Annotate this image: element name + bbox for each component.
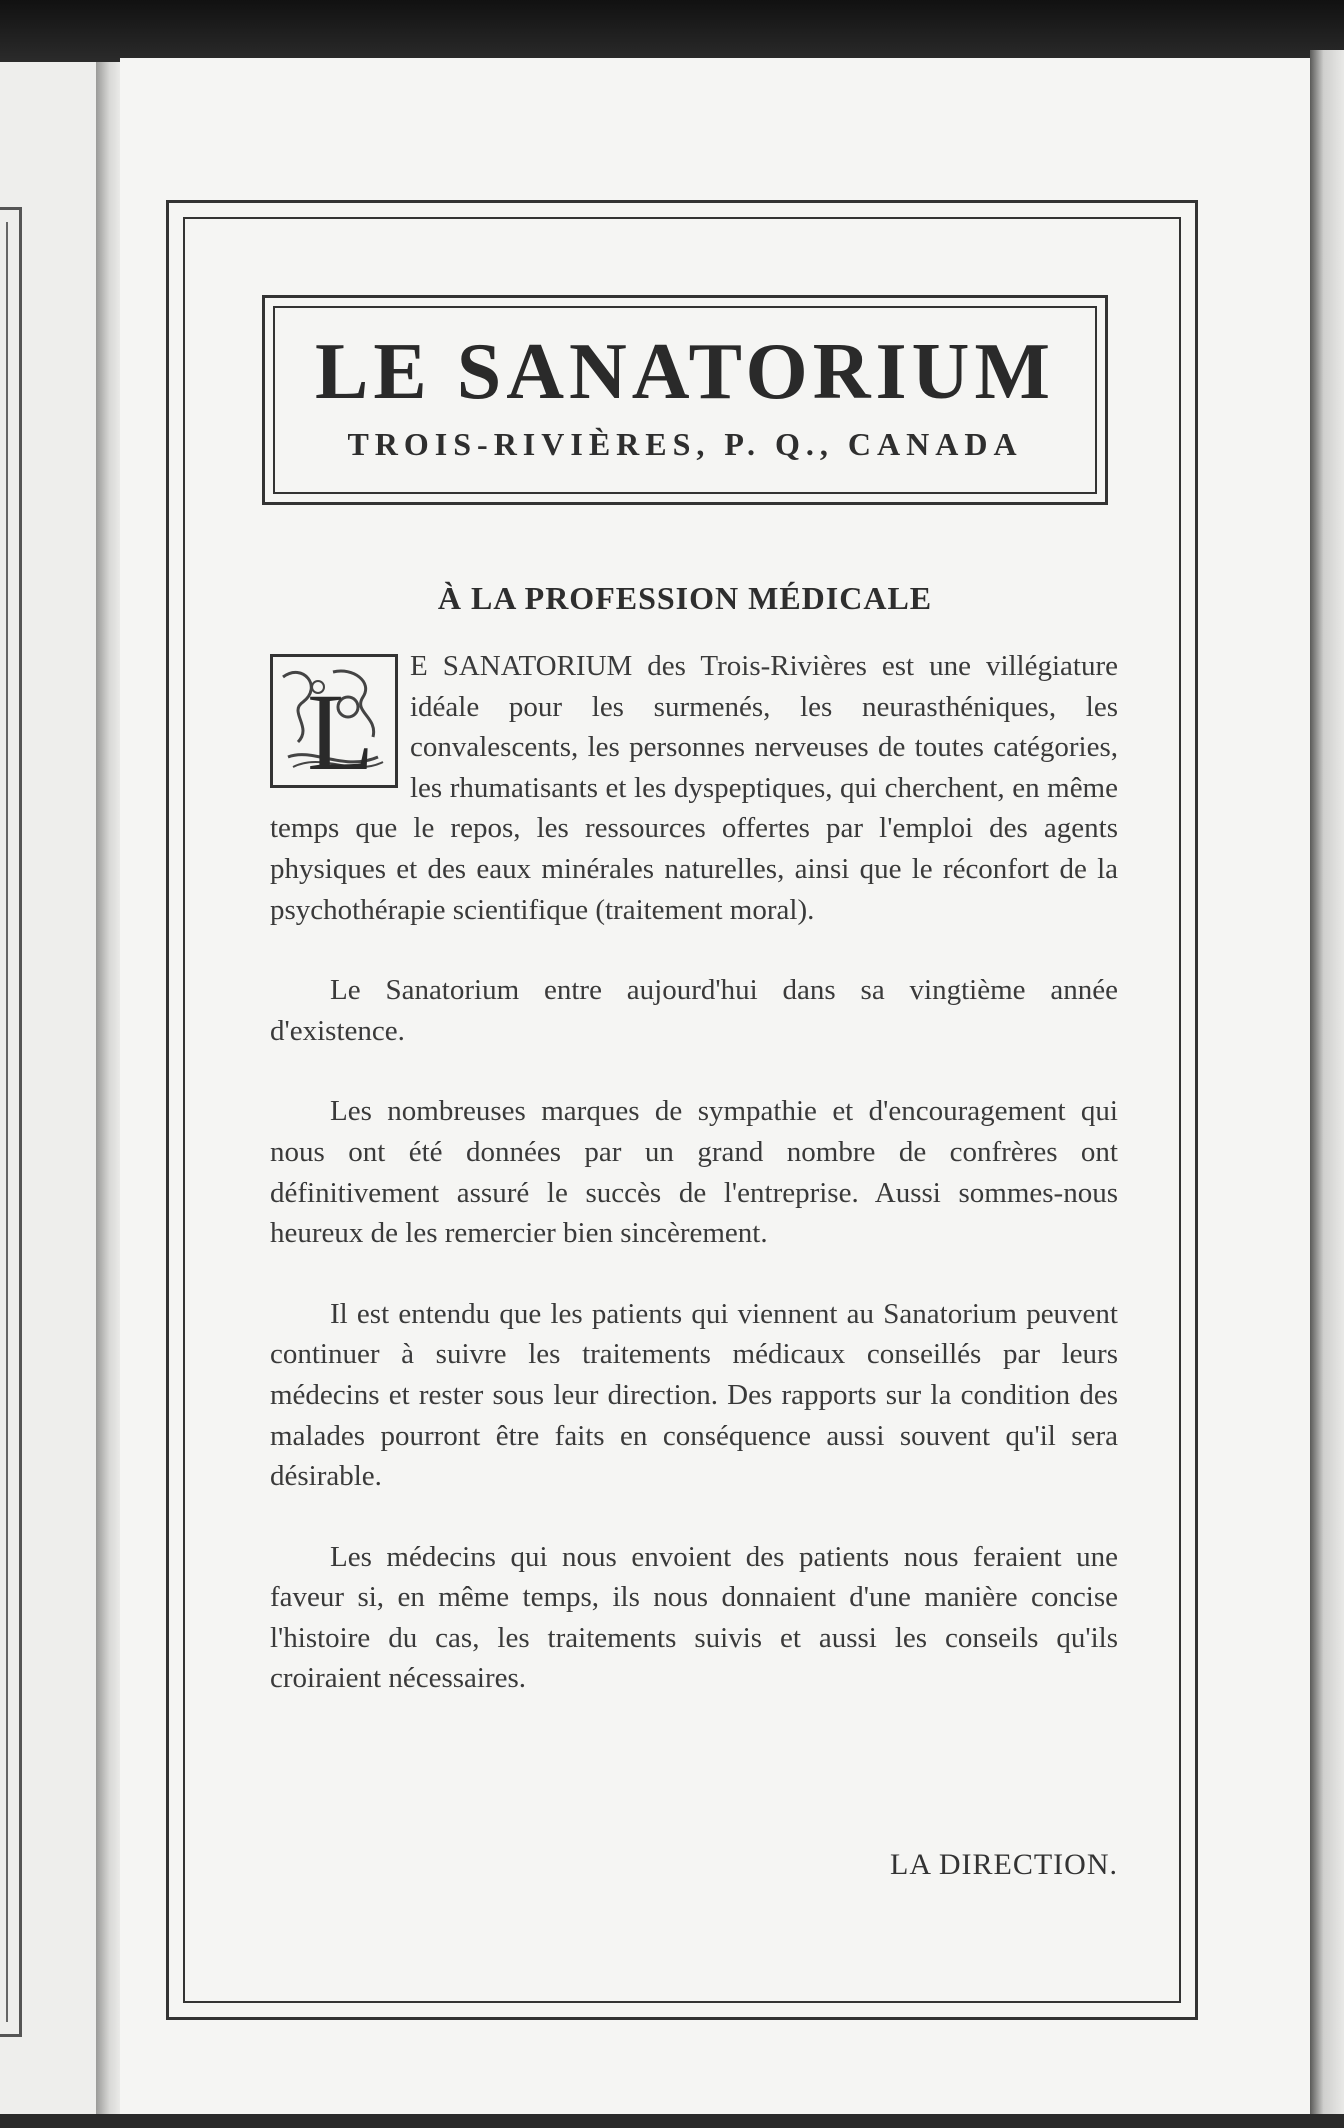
page-title: LE SANATORIUM [315, 328, 1055, 416]
paragraph-1 [270, 646, 1118, 930]
paragraph-3: Les nombreuses marques de sympathie et d'encouragement qui nous ont été données par un grand nombre de confrères ont définitivement assuré le succès de l'entreprise. Aussi sommes-nous heureux de les remercier bien sincèrement. [270, 1095, 1118, 1250]
paragraph-5: Les médecins qui nous envoient des patients nous feraient une faveur si, en même temps, ils nous donnaient d'une manière concise l'histoire du cas, les traitements suivis et aussi les conseils qu'ils croiraient nécessaires. [270, 1540, 1118, 1695]
body-text [270, 646, 1118, 1739]
page-right-edge [1310, 50, 1344, 2128]
svg-text:L: L [307, 671, 375, 785]
paragraph-1-text: E SANATORIUM des Trois-Rivières est une villégiature idéale pour les surmenés, les neurasthéniques, les convalescents, les personnes nerveuses de toutes catégories, les rhumatisants et les dyspeptiques, qui cherchent, en même temps que le repos, les ressources offertes par l'emploi des agents physiques et des eaux minérales naturelles, ainsi que le réconfort de la psychothérapie scientifique (traitement moral). [270, 650, 1118, 926]
scan-background-bottom [0, 2114, 1344, 2128]
signature: LA DIRECTION. [890, 1848, 1118, 1881]
paragraph-2: Le Sanatorium entre aujourd'hui dans sa vingtième année d'existence. [270, 974, 1118, 1047]
adjacent-page-edge [0, 62, 100, 2114]
page-subtitle: TROIS-RIVIÈRES, P. Q., CANADA [347, 426, 1023, 462]
paragraph-4: Il est entendu que les patients qui viennent au Sanatorium peuvent continuer à suivre les traitements médicaux conseillés par leurs médecins et rester sous leur direction. Des rapports sur la condition des malades pourront être faits en conséquence aussi souvent qu'il sera désirable. [270, 1297, 1118, 1493]
scan-background-top [0, 0, 1344, 62]
section-heading: À LA PROFESSION MÉDICALE [437, 580, 933, 616]
ornamental-initial-icon [270, 654, 398, 788]
adjacent-page-inner-frame [0, 222, 8, 2022]
